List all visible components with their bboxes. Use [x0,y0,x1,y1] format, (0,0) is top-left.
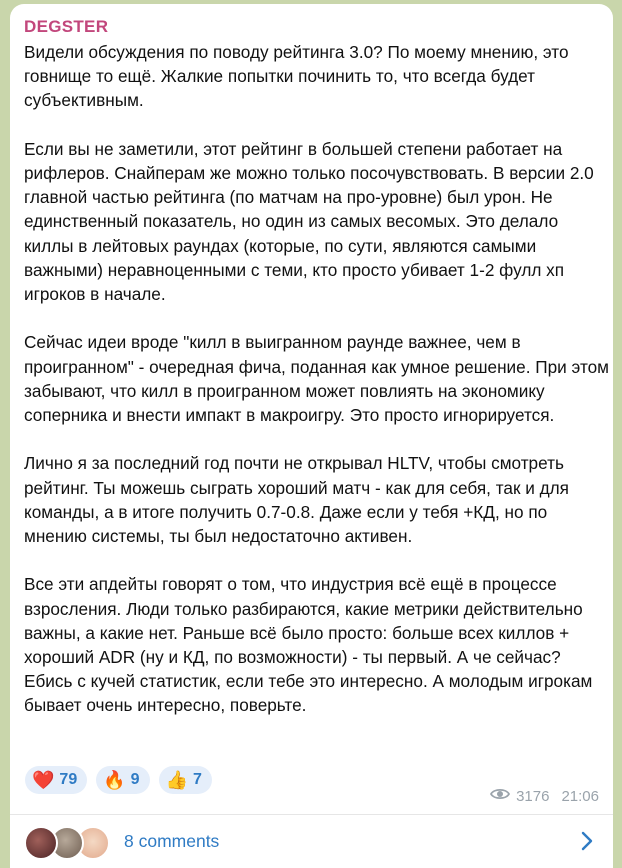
message-paragraph: Все эти апдейты говорят о том, что индустрия всё ещё в процессе взросления. Люди только разбираются, какие метрики действительно важны, а какие нет. Раньше всё было просто: больше всех киллов + хороший ADR (ну и КД, по возможности) - ты первый. А че сейчас? Ебись с кучей статистик, если тебе это интересно. А молодым игрокам бывает очень интересно, поверьте. [24,574,593,716]
commenter-avatars [24,826,120,858]
message-paragraph: Лично я за последний год почти не открывал HLTV, чтобы смотреть рейтинг. Ты можешь сыграть хороший матч - как для себя, так и для команды, а в итоге получить 0.7-0.8. Даже если у тебя +КД, но по мнению системы, ты был недостаточно активен. [24,453,569,547]
message-paragraph: Видели обсуждения по поводу рейтинга 3.0? По моему мнению, это говнище то ещё. Жалкие попытки починить то, что всегда будет субъективным. [24,42,569,111]
reactions-bar [25,766,212,794]
reaction-thumbs-up[interactable] [159,766,212,794]
reaction-fire[interactable] [96,766,149,794]
message-bubble [10,4,613,868]
fire-icon: 🔥 [103,770,126,790]
message-paragraph: Если вы не заметили, этот рейтинг в большей степени работает на рифлеров. Снайперам же можно только посочувствовать. В версии 2.0 главной частью рейтинга (по матчам на про-уровне) был урон. Не единственный показатель, но один из самых весомых. Это делало киллы в лейтовых раундах (которые, по сути, являются самыми важными) неравноценными с теми, кто просто убивает 1-2 фулл хп игроков в начале. [24,138,594,305]
comments-button[interactable] [10,815,613,868]
heart-icon: ❤️ [32,770,55,790]
message-meta [490,787,599,805]
message-time: 21:06 [561,787,599,805]
channel-author-name[interactable]: DEGSTER [24,17,109,36]
message-paragraph: Сейчас идеи вроде "килл в выигранном раунде важнее, чем в проигранном" - очередная фича, поданная как умное решение. При этом забывают, что килл в проигранном может повлиять на экономику соперника и внести импакт в макроигру. Это просто игнорируется. [24,332,610,426]
reaction-count: 79 [59,771,78,788]
thumbs-up-icon: 👍 [165,770,188,790]
reaction-count: 7 [192,771,202,788]
comments-label: 8 comments [124,831,220,851]
chevron-right-icon [581,831,593,856]
reaction-count: 9 [130,771,140,788]
view-count: 3176 [516,787,550,805]
reaction-heart[interactable] [25,766,87,794]
message-text [24,40,609,718]
eye-icon [490,787,510,805]
avatar [24,826,58,860]
